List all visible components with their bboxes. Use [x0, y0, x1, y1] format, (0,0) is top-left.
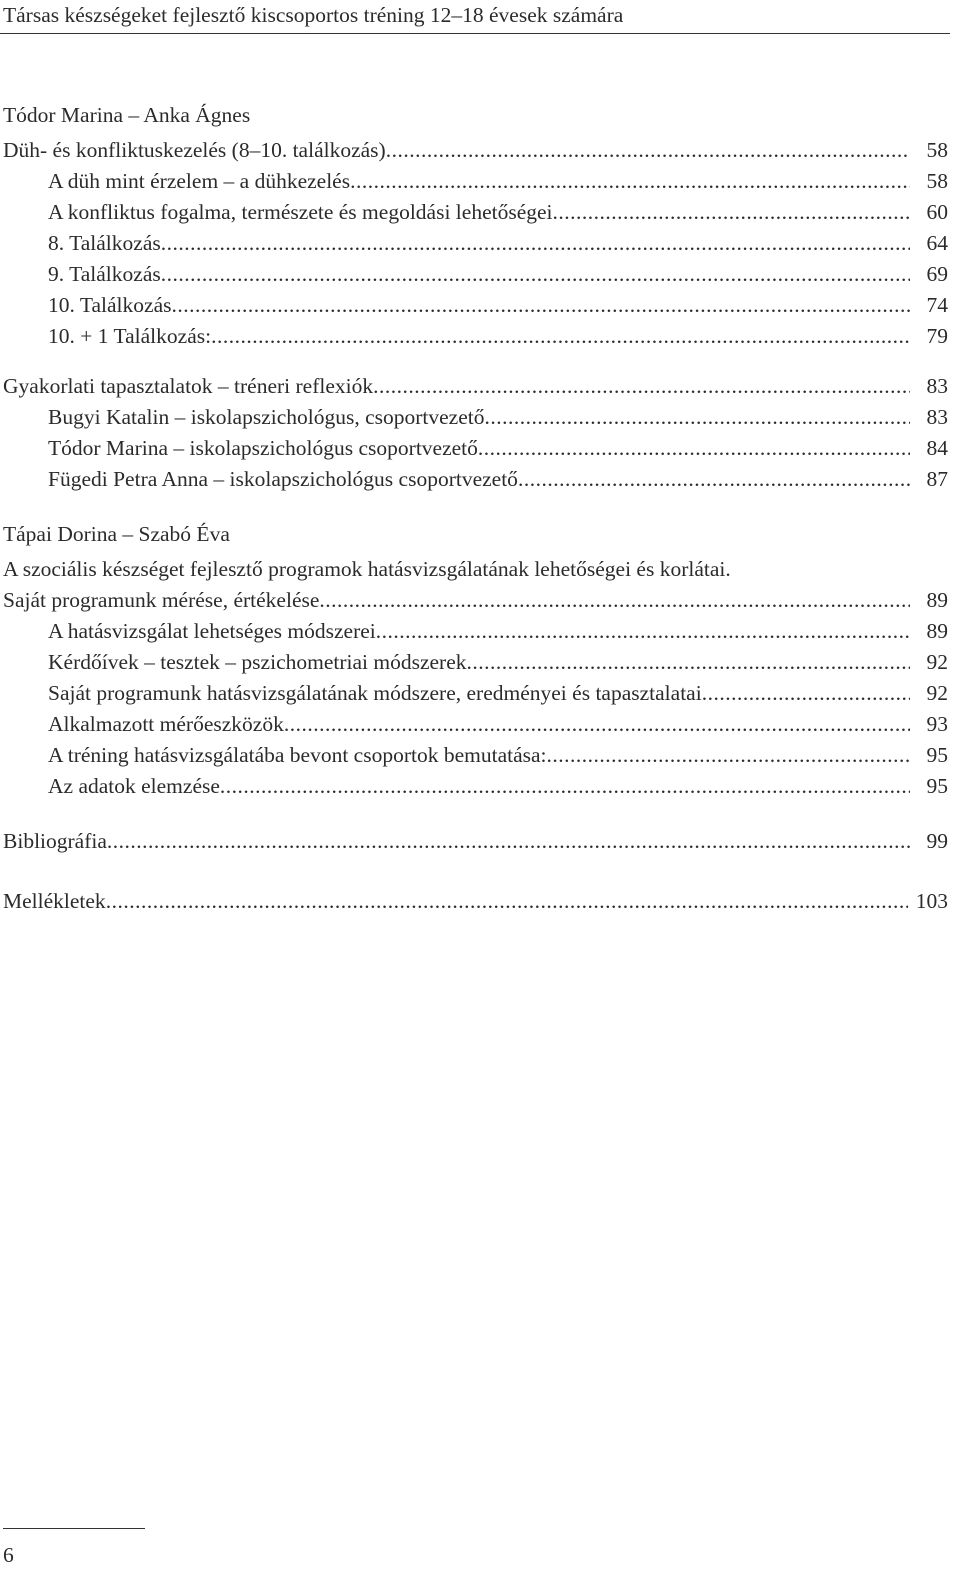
- toc-leader-dots: [373, 371, 910, 402]
- toc-leader-dots: [220, 771, 910, 802]
- toc-entry[interactable]: [48, 290, 948, 321]
- toc-leader-dots: [376, 616, 910, 647]
- toc-leader-dots: [547, 740, 910, 771]
- toc-leader-dots: [161, 228, 910, 259]
- toc-leader-dots: [171, 290, 910, 321]
- toc-entry-page: 69: [926, 262, 948, 286]
- toc-entry-title: Tódor Marina – iskolapszichológus csoportvezető: [48, 436, 478, 460]
- toc-leader-dots: [702, 678, 910, 709]
- toc-entry-page: 99: [926, 829, 948, 853]
- toc-entry-title: Mellékletek: [3, 889, 106, 913]
- toc-entry[interactable]: [48, 321, 948, 352]
- toc-entry[interactable]: [48, 647, 948, 678]
- toc-entry[interactable]: [48, 259, 948, 290]
- toc-entry-title: 8. Találkozás: [48, 231, 161, 255]
- toc-leader-dots: [284, 709, 910, 740]
- header-rule: [0, 33, 950, 34]
- toc-entry[interactable]: [48, 678, 948, 709]
- toc-entry-title: Bibliográfia: [3, 829, 107, 853]
- toc-entry-page: 83: [926, 405, 948, 429]
- toc-entry[interactable]: [3, 585, 948, 616]
- toc-entry-page: 79: [926, 324, 948, 348]
- toc-entry-page: 58: [926, 169, 948, 193]
- toc-entry-page: 93: [926, 712, 948, 736]
- toc-entry-title: A hatásvizsgálat lehetséges módszerei: [48, 619, 376, 643]
- toc-entry-page: 83: [926, 374, 948, 398]
- running-header: Társas készségeket fejlesztő kiscsoportos tréning 12–18 évesek számára: [3, 3, 624, 27]
- toc-leader-dots: [350, 166, 910, 197]
- toc-entry-title: A tréning hatásvizsgálatába bevont csoportok bemutatása:: [48, 743, 547, 767]
- toc-entry-title: Gyakorlati tapasztalatok – tréneri reflexiók: [3, 374, 374, 398]
- toc-leader-dots: [211, 321, 910, 352]
- toc-leader-dots: [518, 464, 910, 495]
- toc-entry-page: 87: [926, 467, 948, 491]
- toc-entry-page: 92: [926, 650, 948, 674]
- toc-leader-dots: [467, 647, 910, 678]
- toc-entry-title: Kérdőívek – tesztek – pszichometriai módszerek: [48, 650, 467, 674]
- toc-entry-title: A düh mint érzelem – a dühkezelés: [48, 169, 351, 193]
- toc-entry-title: 10. Találkozás: [48, 293, 172, 317]
- toc-leader-dots: [319, 585, 910, 616]
- toc-entry-page: 84: [926, 436, 948, 460]
- toc-entry-title: 10. + 1 Találkozás:: [48, 324, 212, 348]
- toc-entry-page: 92: [926, 681, 948, 705]
- toc-leader-dots: [553, 197, 910, 228]
- toc-entry-title: Alkalmazott mérőeszközök: [48, 712, 284, 736]
- toc-entry-page: 89: [926, 619, 948, 643]
- toc-entry-title: Bugyi Katalin – iskolapszichológus, csoportvezető: [48, 405, 485, 429]
- toc-entry-page: 74: [926, 293, 948, 317]
- page-number: 6: [3, 1543, 14, 1567]
- toc-leader-dots: [485, 402, 911, 433]
- toc-entry-title: A konfliktus fogalma, természete és megoldási lehetőségei: [48, 200, 553, 224]
- toc-chapter-title-line: A szociális készséget fejlesztő programok hatásvizsgálatának lehetőségei és korlátai.: [3, 557, 731, 581]
- toc-author-line: Tódor Marina – Anka Ágnes: [3, 103, 251, 127]
- toc-entry[interactable]: [48, 740, 948, 771]
- toc-entry-page: 95: [926, 743, 948, 767]
- toc-entry[interactable]: [3, 826, 948, 857]
- footer-rule: [3, 1528, 145, 1529]
- toc-entry[interactable]: [48, 464, 948, 495]
- toc-entry[interactable]: [48, 616, 948, 647]
- toc-entry-title: Saját programunk mérése, értékelése: [3, 588, 320, 612]
- toc-leader-dots: [386, 135, 910, 166]
- toc-entry-title: 9. Találkozás: [48, 262, 161, 286]
- toc-entry[interactable]: [3, 135, 948, 166]
- toc-entry-page: 89: [926, 588, 948, 612]
- toc-entry-title: Saját programunk hatásvizsgálatának módszere, eredményei és tapasztalatai: [48, 681, 702, 705]
- toc-entry-title: Fügedi Petra Anna – iskolapszichológus csoportvezető: [48, 467, 518, 491]
- toc-entry-page: 64: [926, 231, 948, 255]
- toc-entry[interactable]: [48, 228, 948, 259]
- toc-entry[interactable]: [48, 433, 948, 464]
- toc-entry[interactable]: [48, 709, 948, 740]
- toc-entry[interactable]: [48, 166, 948, 197]
- toc-leader-dots: [107, 826, 910, 857]
- toc-entry-title: Düh- és konfliktuskezelés (8–10. találkozás): [3, 138, 386, 162]
- toc-entry[interactable]: [3, 371, 948, 402]
- toc-leader-dots: [478, 433, 910, 464]
- toc-entry-page: 60: [926, 200, 948, 224]
- toc-leader-dots: [161, 259, 910, 290]
- toc-entry-page: 95: [926, 774, 948, 798]
- toc-entry-page: 58: [926, 138, 948, 162]
- toc-leader-dots: [106, 886, 908, 917]
- toc-entry-title: Az adatok elemzése: [48, 774, 220, 798]
- toc-entry-page: 103: [915, 889, 948, 913]
- toc-entry[interactable]: [48, 771, 948, 802]
- toc-entry[interactable]: [3, 886, 948, 917]
- toc-author-line: Tápai Dorina – Szabó Éva: [3, 522, 230, 546]
- toc-entry[interactable]: [48, 402, 948, 433]
- toc-entry[interactable]: [48, 197, 948, 228]
